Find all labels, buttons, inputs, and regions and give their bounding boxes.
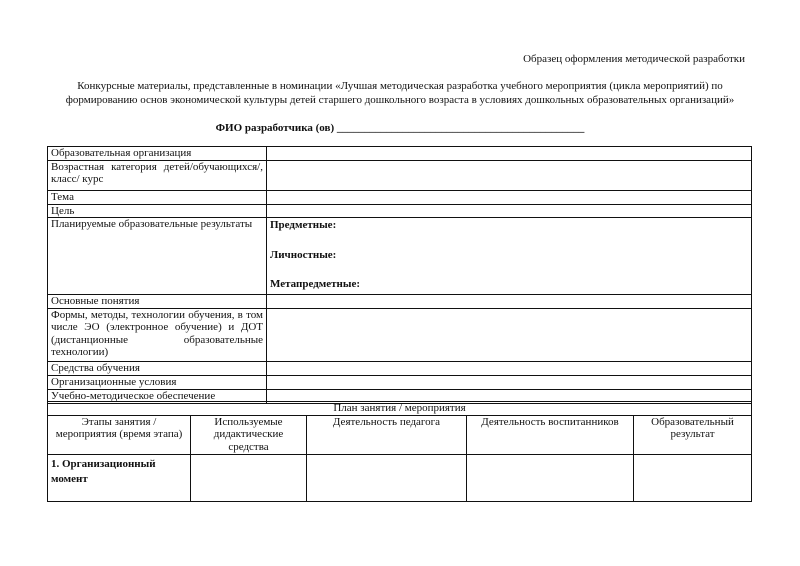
- meta-results: Метапредметные:: [270, 278, 361, 290]
- cell[interactable]: [467, 454, 634, 501]
- fio-label: ФИО разработчика (ов) _____________________________________________: [215, 122, 585, 134]
- column-header: Образовательный результат: [634, 415, 752, 454]
- personal-results: Личностные:: [270, 248, 337, 261]
- table-row: [48, 190, 752, 204]
- row-value[interactable]: [267, 190, 752, 204]
- cell[interactable]: [634, 454, 752, 501]
- row-value[interactable]: [267, 160, 752, 190]
- cell[interactable]: [191, 454, 307, 501]
- row-label: Основные понятия: [48, 295, 267, 309]
- row-label: Планируемые образовательные результаты: [48, 218, 267, 295]
- row-value[interactable]: [267, 295, 752, 309]
- column-header: Этапы занятия / мероприятия (время этапа): [48, 415, 191, 454]
- row-value[interactable]: [267, 147, 752, 161]
- info-table: [47, 146, 752, 404]
- row-value[interactable]: [267, 361, 752, 375]
- row-value[interactable]: [267, 308, 752, 361]
- header-note: Образец оформления методической разработки: [523, 53, 745, 65]
- row-label: Формы, методы, технологии обучения, в том числе ЭО (электронное обучение) и ДОТ (дистанционные образовательные технологии): [48, 308, 267, 361]
- table-row: [48, 375, 752, 389]
- row-label: Организационные условия: [48, 375, 267, 389]
- column-header: Деятельность воспитанников: [467, 415, 634, 454]
- column-header: Используемые дидактические средства: [191, 415, 307, 454]
- plan-header-row: [48, 415, 752, 454]
- plan-title: План занятия / мероприятия: [48, 402, 752, 416]
- row-label: Учебно-методическое обеспечение: [48, 389, 267, 403]
- stage-cell[interactable]: 1. Организационный момент: [48, 454, 191, 501]
- table-row: [48, 361, 752, 375]
- table-row: [48, 308, 752, 361]
- intro-text: Конкурсные материалы, представленные в номинации «Лучшая методическая разработка учебного мероприятия (цикла мероприятий) по формированию основ экономической культуры детей старшего дошкольного возраста в условиях дошкольных образовательных организаций»: [65, 80, 735, 106]
- table-row: [48, 218, 752, 295]
- plan-table: [47, 401, 752, 502]
- row-label: Цель: [48, 204, 267, 218]
- row-label: Тема: [48, 190, 267, 204]
- table-row: [48, 204, 752, 218]
- row-value[interactable]: [267, 375, 752, 389]
- column-header: Деятельность педагога: [307, 415, 467, 454]
- table-row: [48, 160, 752, 190]
- results-cell[interactable]: [267, 218, 752, 295]
- table-row: [48, 147, 752, 161]
- table-row: [48, 295, 752, 309]
- row-label: Возрастная категория детей/обучающихся/, класс/ курс: [48, 160, 267, 190]
- row-label: Средства обучения: [48, 361, 267, 375]
- row-label: Образовательная организация: [48, 147, 267, 161]
- table-row: [48, 454, 752, 501]
- subject-results: Предметные:: [270, 219, 337, 231]
- row-value[interactable]: [267, 204, 752, 218]
- cell[interactable]: [307, 454, 467, 501]
